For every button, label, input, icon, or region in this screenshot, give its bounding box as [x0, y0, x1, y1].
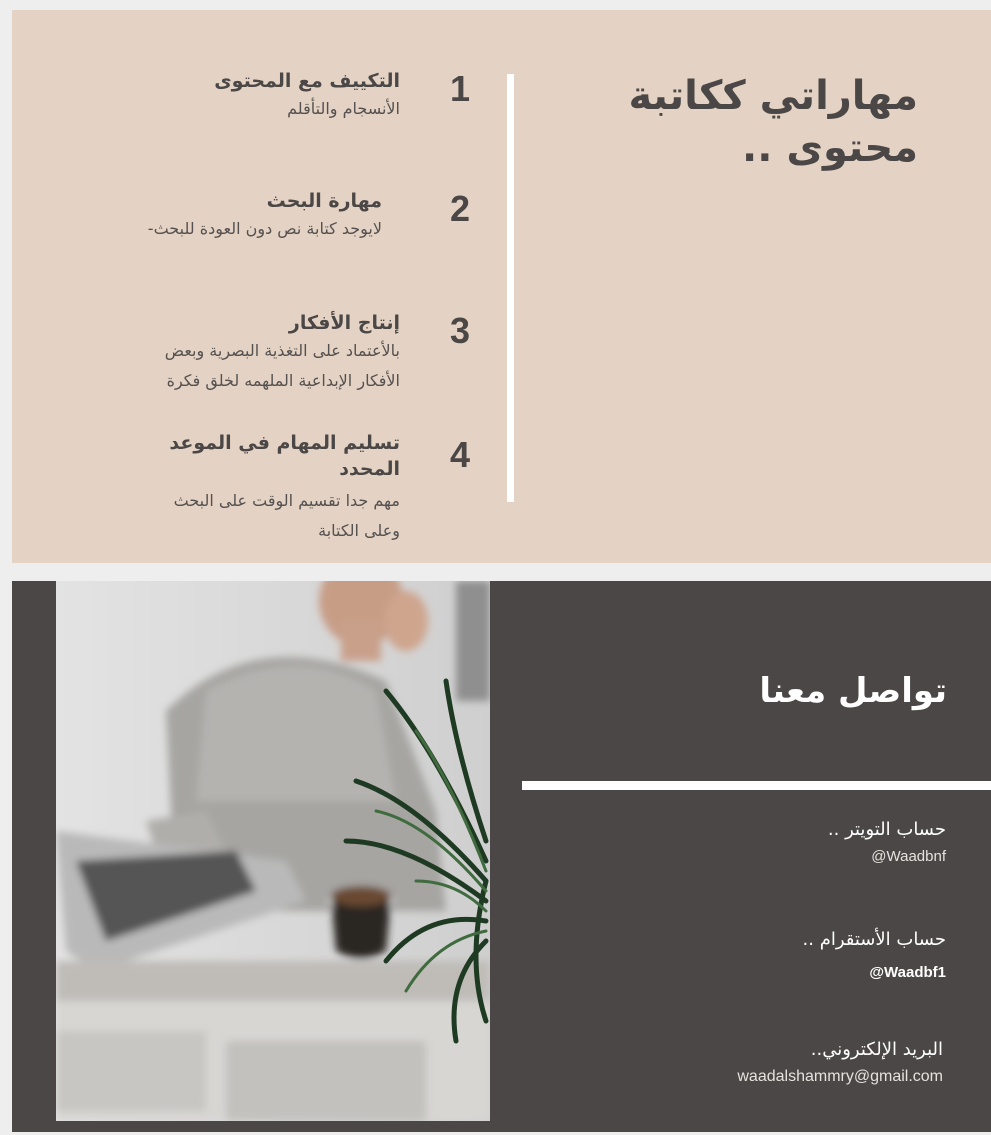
skills-slide-title: مهاراتي ككاتبة محتوى .. — [628, 73, 918, 171]
skill-desc-line: وعلى الكتابة — [318, 521, 400, 540]
contact-label: البريد الإلكتروني.. — [810, 1039, 943, 1060]
contact-label: حساب التويتر .. — [827, 819, 946, 840]
workspace-photo-illustration — [56, 581, 490, 1121]
skill-desc-line: الأنسجام والتأقلم — [287, 99, 400, 118]
skill-item-1 — [72, 68, 482, 208]
skill-item-4 — [72, 430, 482, 570]
skill-title: تسليم المهام في الموعد المحدد — [169, 432, 400, 480]
skill-desc-line: بالأعتماد على التغذية البصرية وبعض — [164, 341, 400, 360]
contact-instagram — [626, 926, 946, 986]
contact-title: تواصل معنا — [759, 671, 947, 711]
twitter-handle[interactable]: @Waadbnf — [871, 848, 946, 865]
skill-desc-line: الأفكار الإبداعية الملهمه لخلق فكرة — [166, 371, 400, 390]
email-address[interactable]: waadalshammry@gmail.com — [737, 1068, 943, 1085]
skill-number: 3 — [449, 310, 471, 351]
skill-desc-line: لايوجد كتابة نص دون العودة للبحث- — [147, 219, 382, 238]
skill-number: 2 — [449, 188, 471, 229]
contact-label: حساب الأستقرام .. — [802, 929, 946, 950]
skill-desc-line: مهم جدا تقسيم الوقت على البحث — [173, 491, 400, 510]
skill-item-2 — [72, 188, 482, 328]
skill-number: 1 — [449, 68, 471, 109]
skills-slide — [12, 10, 991, 563]
contact-slide — [12, 581, 991, 1132]
skill-title: التكييف مع المحتوى — [214, 70, 400, 92]
vertical-divider — [507, 74, 514, 502]
workspace-photo — [56, 581, 490, 1121]
skill-title: إنتاج الأفكار — [288, 312, 400, 334]
skill-number: 4 — [449, 434, 471, 475]
skill-title: مهارة البحث — [266, 190, 382, 212]
skill-item-3 — [72, 310, 482, 450]
instagram-handle[interactable]: @Waadbf1 — [869, 964, 946, 981]
contact-email — [623, 1036, 943, 1090]
horizontal-divider — [522, 781, 991, 790]
contact-twitter — [626, 816, 946, 870]
